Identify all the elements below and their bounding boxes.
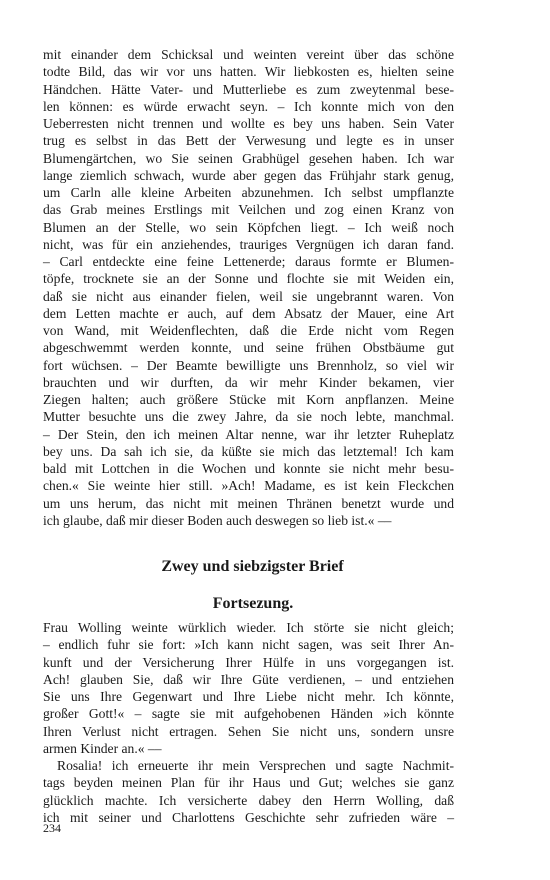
text-line: töpfe, trocknete sie an der Sonne und flochte sie mit Weiden ein, bbox=[43, 271, 454, 287]
text-line: Frau Wolling weinte würklich wieder. Ich störte sie nicht gleich; bbox=[43, 620, 454, 635]
text-line: um uns herum, das nicht mit meinen Thränen benetzt wurde und bbox=[43, 495, 454, 511]
text-line: trug es selbst in das Bett der Verwesung und legte es in unser bbox=[43, 133, 454, 149]
paragraph bbox=[43, 619, 454, 757]
text-line: glücklich machte. Ich versicherte dabey den Herrn Wolling, daß bbox=[43, 792, 454, 808]
text-line: ich mit seiner und Charlottens Geschichte sehr zufrieden wäre – bbox=[43, 809, 454, 825]
text-line: Ihren Verlust nicht ertragen. Sehen Sie nicht uns, sondern unsre bbox=[43, 723, 454, 739]
text-line: nicht, was für ein anziehendes, trauriges Vergnügen ich daran fand. bbox=[43, 236, 454, 252]
book-page bbox=[43, 46, 454, 826]
text-line: Blumen an der Stelle, wo sein Köpfchen liegt. – Ich weiß noch bbox=[43, 219, 454, 235]
text-line: bald mit Lottchen in die Wochen und konnte sie nicht mehr besu- bbox=[43, 461, 454, 476]
text-line: len können: es würde erwacht seyn. – Ich konnte mich von den bbox=[43, 98, 454, 114]
text-line: Rosalia! ich erneuerte ihr mein Versprechen und sagte Nachmit- bbox=[57, 758, 454, 773]
text-line: todte Bild, das wir vor uns hatten. Wir liebkosten es, hielten seine bbox=[43, 64, 454, 80]
text-line: Ziegen halten; auch größere Stücke mit Korn anpflanzen. Meine bbox=[43, 392, 454, 407]
paragraph bbox=[43, 757, 454, 826]
text-line: abgeschwemmt werden konnte, und seine frühen Obstbäume gut bbox=[43, 340, 454, 356]
text-line: Ueberresten nicht trennen und wollte es bey uns haben. Sein Vater bbox=[43, 116, 454, 131]
text-line: Händchen. Hätte Vater- und Mutterliebe es zum zweytenmal bese- bbox=[43, 81, 454, 97]
text-line: ich glaube, daß mir dieser Boden auch deswegen so lieb ist.« –– bbox=[43, 512, 392, 528]
text-line: tags beyden meinen Plan für ihr Haus und Gut; welches sie ganz bbox=[43, 775, 454, 791]
text-line: großer Gott!« – sagte sie mit aufgehobenen Händen »ich könnte bbox=[43, 706, 454, 722]
text-line: – Carl entdeckte eine feine Lettenerde; daraus formte er Blumen- bbox=[43, 254, 454, 269]
text-line: um Carln alle kleine Arbeiten abzunehmen. Ich selbst umpflanzte bbox=[43, 185, 454, 200]
text-line: – endlich fuhr sie fort: »Ich kann nicht sagen, was seit Ihrer An- bbox=[43, 637, 454, 653]
text-line: daß sie nicht aus einander fielen, weil sie ungebrannt waren. Von bbox=[43, 288, 454, 304]
text-line: armen Kinder an.« –– bbox=[43, 740, 162, 756]
text-line: Ach! glauben Sie, daß wir Ihre Güte verdienen, – und entziehen bbox=[43, 671, 454, 687]
chapter-subtitle: Fortsezung. bbox=[212, 595, 294, 612]
text-line: das Grab meines Erstlings mit Veilchen und zog einen Kranz von bbox=[43, 202, 454, 218]
text-line: dem Letten machte er auch, auf dem Absatz der Mauer, eine Art bbox=[43, 305, 454, 321]
text-line: fort wüchsen. – Der Beamte bewilligte uns Brennholz, so viel wir bbox=[43, 357, 454, 373]
text-line: von Wand, mit Weidenflechten, daß die Erde nicht vom Regen bbox=[43, 323, 454, 338]
text-line: – Der Stein, den ich meinen Altar nenne, war ihr letzter Ruheplatz bbox=[43, 426, 454, 442]
chapter-title: Zwey und siebzigster Brief bbox=[161, 558, 344, 575]
page-number: 234 bbox=[43, 821, 61, 835]
text-line: kunft und der Versicherung Ihrer Hülfe in uns vorgegangen ist. bbox=[43, 654, 454, 670]
paragraph-continued bbox=[43, 46, 454, 529]
text-line: mit einander dem Schicksal und weinten vereint über das schöne bbox=[43, 47, 454, 62]
text-line: bey uns. Da sah ich sie, da küßte sie mich das letztemal! Ich kam bbox=[43, 443, 454, 459]
text-line: chen.« Sie weinte hier still. »Ach! Madame, es ist kein Fleckchen bbox=[43, 478, 454, 494]
text-line: Sie uns Ihre Gegenwart und Ihre Liebe nicht mehr. Ich könnte, bbox=[43, 689, 454, 704]
text-line: brauchten und wir durften, da wir mehr Kinder bekamen, vier bbox=[43, 374, 454, 390]
text-line: Blumengärtchen, wo Sie seinen Grabhügel gesehen haben. Ich war bbox=[43, 150, 454, 166]
text-line: Mutter besuchte uns die zwey Jahre, da sie noch lebte, manchmal. bbox=[43, 409, 454, 425]
text-line: lange ziemlich schwach, wurde aber gegen das Frühjahr stark genug, bbox=[43, 167, 454, 183]
